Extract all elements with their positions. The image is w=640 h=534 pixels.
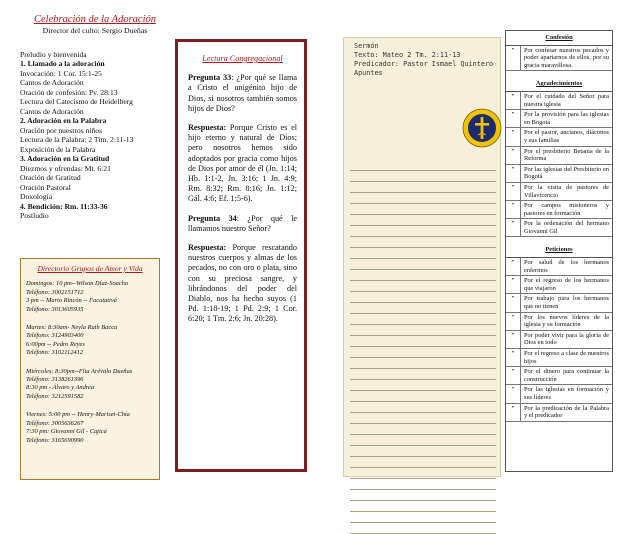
worship-line: 4. Bendición: Rm. 11:33-36	[20, 201, 108, 211]
worship-line: Oración de Gratitud	[20, 173, 81, 182]
thanks-row-text: Por la ordenación del hermano Giovanni Gil	[524, 220, 609, 235]
note-line	[350, 413, 496, 424]
answer-34	[188, 243, 297, 325]
thanks-row-text: Por campos misioneros y pastores en formación	[524, 202, 609, 217]
sermon-label: Sermón	[354, 42, 379, 50]
bullet-icon: •	[506, 46, 521, 71]
bullet-icon: •	[506, 183, 521, 200]
worship-line: Oración de confesión: Pv. 28:13	[20, 87, 118, 97]
note-line	[350, 248, 496, 259]
directory-line: Domingos: 10 pm--Wilson Díaz-Soacha	[26, 280, 129, 288]
petition-row-text: Por el dinero para continuar la construcción	[524, 368, 609, 383]
confession-row	[506, 46, 612, 72]
worship-line: Oración Pastoral	[20, 182, 71, 192]
bullet-icon: •	[506, 147, 521, 164]
directory-line: 7:30 pm: Giovanni Gil - Cajicá	[26, 428, 107, 436]
congregational-reading-box	[175, 39, 307, 472]
bullet-icon: •	[506, 313, 521, 330]
answer-33-label: Respuesta:	[188, 123, 227, 133]
note-line	[350, 468, 496, 479]
petition-row	[506, 313, 612, 331]
church-emblem-icon	[462, 108, 502, 148]
note-line	[350, 512, 496, 523]
bullet-icon: •	[506, 404, 521, 421]
directory-line: Viernes: 5:00 pm -- Henry-Mariset-Chía	[26, 411, 130, 419]
question-33-text: : ¿Por qué se llama a Cristo el unigénito hijo de Dios, si nosotros también somos hijos de Dios?	[188, 73, 297, 113]
petition-row	[506, 385, 612, 403]
petition-row	[506, 258, 612, 276]
directory-line: Teléfono: 3212591582	[26, 392, 84, 400]
thanks-heading: Agradecimientos	[506, 77, 612, 92]
bullet-icon: •	[506, 258, 521, 275]
note-line	[350, 336, 496, 347]
note-line	[350, 446, 496, 457]
answer-33	[188, 123, 297, 205]
thanks-row	[506, 201, 612, 219]
note-line	[350, 391, 496, 402]
sermon-header	[344, 38, 500, 78]
worship-line: Postludio	[20, 211, 49, 220]
sermon-notes-panel	[343, 37, 501, 477]
note-line	[350, 402, 496, 413]
bullet-icon: •	[506, 92, 521, 109]
directory-line: Teléfono: 3005636267	[26, 419, 84, 427]
note-line	[350, 226, 496, 237]
thanks-row	[506, 147, 612, 165]
directory-line: Martes: 8:30am- Neyla Ruth Bacca	[26, 324, 118, 332]
petition-row-text: Por salud de los hermanos enfermos	[524, 259, 609, 274]
thanks-row-text: Por la visita de pastores de Villavicencio	[524, 183, 609, 199]
note-line	[350, 281, 496, 292]
note-line	[350, 501, 496, 512]
notes-lines	[350, 160, 496, 534]
note-line	[350, 479, 496, 490]
bullet-icon: •	[506, 276, 521, 293]
worship-line: Lectura del Catecismo de Heidelberg	[20, 97, 133, 106]
petition-row-text: Por poder vivir para la gloria de Dios en todo	[524, 331, 609, 347]
thanks-row-text: Por el presbiterio Betania de la Reforma	[524, 147, 609, 163]
group-directory-box	[20, 258, 160, 480]
bullet-icon: •	[506, 349, 521, 366]
worship-line: Preludio y bienvenida	[20, 49, 87, 59]
petition-row-text: Por las iglesias en formación y sus líderes	[524, 386, 609, 401]
directory-groups	[26, 280, 154, 445]
note-line	[350, 424, 496, 435]
reading-title: Lectura Congregacional	[202, 54, 283, 63]
directory-line: Teléfono: 3124903400	[26, 332, 84, 340]
bullet-icon: •	[506, 294, 521, 311]
bullet-icon: •	[506, 128, 521, 145]
thanks-row-text: Por la provisión para las iglesias en Bogotá	[524, 111, 609, 126]
thanks-row	[506, 165, 612, 183]
note-line	[350, 270, 496, 281]
worship-line: 1. Llamado a la adoración	[20, 59, 105, 68]
petition-row-text: Por el regreso a clase de nuestros hijos	[524, 350, 609, 365]
sermon-text-reference: Texto: Mateo 2 Tm. 2:11-13	[354, 51, 461, 59]
note-line	[350, 435, 496, 446]
note-line	[350, 237, 496, 248]
worship-line: Lectura de la Palabra: 2 Tim. 2:11-13	[20, 135, 134, 144]
worship-line: Cantos de Adoración	[20, 78, 84, 87]
note-line	[350, 523, 496, 534]
note-line	[350, 193, 496, 204]
worship-lines	[20, 50, 170, 221]
note-line	[350, 292, 496, 303]
worship-line: Oración por nuestros niños	[20, 125, 103, 135]
petition-row	[506, 331, 612, 349]
thanks-row-text: Por el cuidado del Señor para nuestra iglesia	[524, 92, 609, 108]
worship-director: Director del culto: Sergio Dueñas	[42, 26, 148, 35]
note-line	[350, 369, 496, 380]
directory-line: Teléfono: 3013605935	[26, 305, 84, 313]
petition-row	[506, 404, 612, 422]
bullet-icon: •	[506, 110, 521, 127]
thanks-row-text: Por las iglesias del Presbiterio en Bogotá	[524, 165, 609, 181]
answer-33-text: Porque Cristo es el hijo eterno y natural de Dios; pero nosotros hemos sido adoptados por gracia como hijos de Dios por amor de él (Jn. 1:14; Hb. 1:1-2, Jn. 3:16; 1 Jn. 4:9; Rm. 8:32; Rm. 8:16; Jn. 1:12; Gál. 4:6; Ef. 1:5-6).	[188, 123, 297, 204]
confession-heading: Confesión	[506, 31, 612, 46]
answer-34-text: Porque rescatando nuestros cuerpos y almas de los pecados, no con oro o plata, sino con su preciosa sangre, y librándonos del poder del Diablo, nos ha hecho suyos (1 Pd. 1:18-19; 1 Pd. 2:9; 1 Cor. 6:20; 1 Tm. 2:6; Jn. 20:28).	[188, 243, 297, 324]
note-line	[350, 380, 496, 391]
bullet-icon: •	[506, 385, 521, 402]
worship-line: Exposición de la Palabra	[20, 144, 96, 154]
petition-row	[506, 276, 612, 294]
prayer-table	[505, 30, 613, 472]
note-line	[350, 314, 496, 325]
question-34	[188, 214, 297, 234]
worship-line: Cantos de Adoración	[20, 106, 84, 116]
sermon-preacher: Predicador: Pastor Ismael Quintero	[354, 60, 494, 68]
note-line	[350, 490, 496, 501]
notes-label: Apuntes	[354, 69, 383, 77]
question-34-label: Pregunta 34	[188, 213, 237, 223]
petitions-heading: Peticiones	[506, 243, 612, 258]
directory-line: Teléfono: 3138261396	[26, 376, 84, 384]
thanks-row-text: Por el pastor, ancianos, diáconos y sus familias	[524, 129, 609, 144]
note-line	[350, 171, 496, 182]
petition-row-text: Por los nuevos líderes de la iglesia y su formación	[524, 313, 609, 329]
petition-row-text: Por trabajo para los hermanos que no tienen	[524, 295, 609, 311]
directory-line: Teléfono: 3165690990	[26, 436, 84, 444]
directory-title: Directorio Grupos de Amor y Vida	[37, 264, 143, 273]
worship-line: Doxología	[20, 192, 53, 201]
bullet-icon: •	[506, 219, 521, 236]
petition-row	[506, 367, 612, 385]
bullet-icon: •	[506, 165, 521, 182]
note-line	[350, 347, 496, 358]
confession-rows	[506, 46, 612, 72]
note-line	[350, 204, 496, 215]
worship-title: Celebración de la Adoración	[34, 14, 156, 25]
bullet-icon: •	[506, 201, 521, 218]
note-line	[350, 325, 496, 336]
note-line	[350, 182, 496, 193]
petition-row	[506, 349, 612, 367]
thanks-row	[506, 92, 612, 110]
directory-line: Miércoles: 8:30pm--Flia Arévalo Dueñas	[26, 367, 133, 375]
directory-line: 8:30 pm - Álvaro y Andrea	[26, 384, 95, 392]
petitions-rows	[506, 258, 612, 422]
note-line	[350, 160, 496, 171]
petition-row-text: Por el regreso de los hermanos que viajaron	[524, 277, 609, 292]
petition-row-text: Por la predicación de la Palabra y el predicador	[524, 404, 609, 420]
note-line	[350, 259, 496, 270]
question-33	[188, 73, 297, 114]
thanks-row	[506, 110, 612, 128]
note-line	[350, 215, 496, 226]
directory-line: 6:00pm -- Pedro Reyes	[26, 340, 85, 348]
question-33-label: Pregunta 33	[188, 73, 232, 83]
thanks-row	[506, 183, 612, 201]
thanks-row	[506, 128, 612, 146]
bullet-icon: •	[506, 331, 521, 348]
worship-line: Diezmos y ofrendas: Mt. 6:21	[20, 163, 111, 173]
directory-line: 3 pm -- Mario Rincón -- Facatativá	[26, 297, 117, 305]
confession-row-text: Por confesar nuestros pecados y poder apartarnos de ellos, por su gracia maravillosa.	[524, 46, 609, 69]
worship-line: 3. Adoración en la Gratitud	[20, 154, 110, 163]
bullet-icon: •	[506, 367, 521, 384]
question-34-text: : ¿Por qué le llamamos nuestro Señor?	[188, 213, 297, 233]
note-line	[350, 457, 496, 468]
thanks-rows	[506, 92, 612, 238]
note-line	[350, 303, 496, 314]
worship-line: 2. Adoración en la Palabra	[20, 116, 107, 125]
thanks-row	[506, 219, 612, 237]
answer-34-label: Respuesta:	[188, 243, 227, 253]
worship-line: Invocación: 1 Cor. 15:1-25	[20, 68, 102, 78]
directory-line: Teléfono: 3002151712	[26, 288, 84, 296]
note-line	[350, 358, 496, 369]
petition-row	[506, 294, 612, 312]
order-of-worship	[20, 14, 170, 221]
directory-line: Teléfono: 3102112412	[26, 349, 83, 357]
